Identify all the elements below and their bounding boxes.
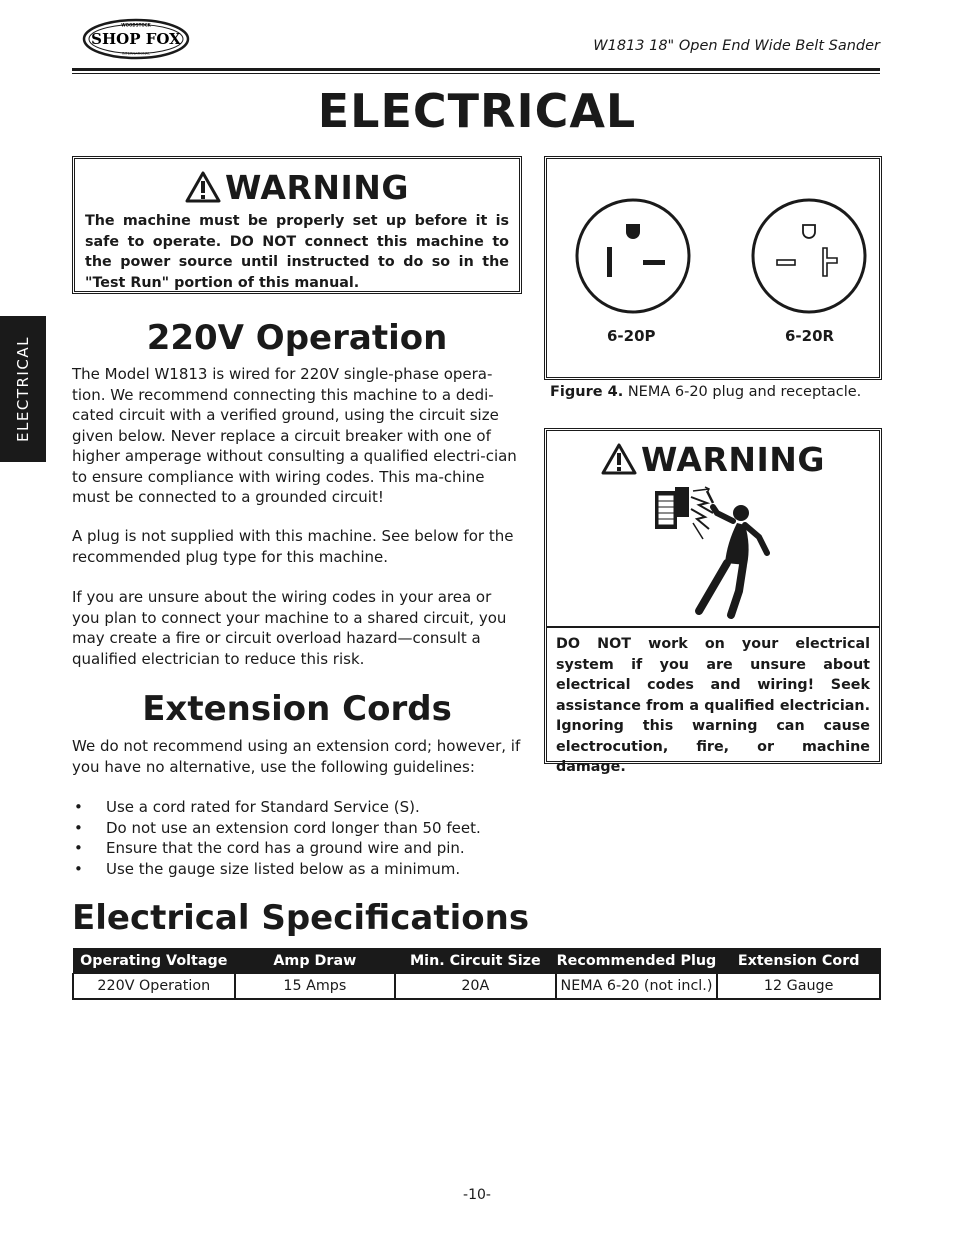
- list-item: • Use the gauge size listed below as a minimum.: [72, 859, 522, 880]
- paragraph-wiring-codes: If you are unsure about the wiring codes in your area or you plan to connect your machine to a shared circuit, you may create a fire or circuit overload hazard—consult a qualified electrician to reduce this risk.: [72, 588, 507, 668]
- table-cell: 12 Gauge: [717, 974, 880, 999]
- heading-220v-operation: 220V Operation: [146, 318, 448, 358]
- table-cell: 15 Amps: [235, 974, 395, 999]
- table-header-row: [73, 949, 880, 974]
- receptacle-label: 6-20R: [785, 327, 835, 345]
- page-number: -10-: [463, 1187, 491, 1203]
- warning-triangle-icon: [185, 171, 221, 203]
- warning-box-setup: [72, 156, 522, 294]
- table-cell: NEMA 6-20 (not incl.): [556, 974, 718, 999]
- paragraph-220v-wiring: The Model W1813 is wired for 220V single-phase opera-tion. We recommend connecting this machine to a dedi-cated circuit with a verified ground, using the circuit size given below. Never replace a circuit breaker with one of higher amperage without consulting a qualified electri-cian to ensure compliance with wiring codes. This ma-chine must be connected to a grounded circuit!: [72, 365, 517, 506]
- warning-header: [75, 169, 519, 205]
- list-item: • Do not use an extension cord longer than 50 feet.: [72, 818, 522, 839]
- warning-box-electrocution: [544, 428, 882, 775]
- list-item: • Ensure that the cord has a ground wire and pin.: [72, 838, 522, 859]
- plug-6-20p-icon: [577, 200, 689, 312]
- extension-guidelines-list: [72, 797, 522, 879]
- shop-fox-logo: [82, 18, 190, 60]
- logo-sub-top: WOODSTOCK: [121, 22, 151, 28]
- paragraph-extension-intro: We do not recommend using an extension cord; however, if you have no alternative, use the following guidelines:: [72, 737, 521, 776]
- side-tab-label: ELECTRICAL: [14, 336, 32, 442]
- table-cell: 20A: [395, 974, 556, 999]
- figure-caption-text: NEMA 6-20 plug and receptacle.: [623, 384, 862, 400]
- heading-electrical-specifications: Electrical Specifications: [72, 898, 530, 938]
- column-header: Extension Cord: [717, 949, 880, 974]
- header-rule: [72, 68, 880, 71]
- column-header: Recommended Plug: [556, 949, 718, 974]
- figure-caption: [550, 384, 861, 400]
- document-title: W1813 18" Open End Wide Belt Sander: [593, 38, 880, 54]
- table-cell: 220V Operation: [73, 974, 235, 999]
- paragraph-plug-not-supplied: A plug is not supplied with this machine. See below for the recommended plug type for this machine.: [72, 527, 514, 566]
- warning-text: DO NOT work on your electrical system if you are unsure about electrical codes and wiring! Seek assistance from a qualified electrician. Ignoring this warning can cause electrocution, fire, or machine damage.: [556, 636, 870, 775]
- heading-extension-cords: Extension Cords: [142, 689, 452, 729]
- column-header: Min. Circuit Size: [395, 949, 556, 974]
- warning-label: WARNING: [641, 439, 825, 479]
- figure-caption-number: Figure 4.: [550, 384, 624, 400]
- page-title: ELECTRICAL: [317, 84, 637, 138]
- header-rule-thin: [72, 73, 880, 74]
- logo-brand: SHOP FOX: [91, 30, 181, 48]
- electrocution-hazard-icon: [647, 483, 777, 623]
- column-header: Operating Voltage: [73, 949, 235, 974]
- receptacle-6-20r-icon: [753, 200, 865, 312]
- warning-header: [547, 441, 879, 477]
- plug-label: 6-20P: [607, 327, 656, 345]
- column-header: Amp Draw: [235, 949, 395, 974]
- table-row: [73, 974, 880, 999]
- logo-sub-bottom: INTERNATIONAL: [121, 51, 151, 56]
- warning-triangle-icon: [601, 443, 637, 475]
- list-item: • Use a cord rated for Standard Service (S).: [72, 797, 522, 818]
- electrical-specifications-table: [72, 948, 881, 1000]
- warning-text: The machine must be properly set up before it is safe to operate. DO NOT connect this machine to the power source until instructed to do so in the "Test Run" portion of this manual.: [85, 213, 509, 291]
- figure-nema-6-20: [544, 156, 882, 380]
- section-side-tab: [0, 316, 46, 462]
- warning-divider: [547, 626, 879, 628]
- warning-label: WARNING: [225, 167, 409, 207]
